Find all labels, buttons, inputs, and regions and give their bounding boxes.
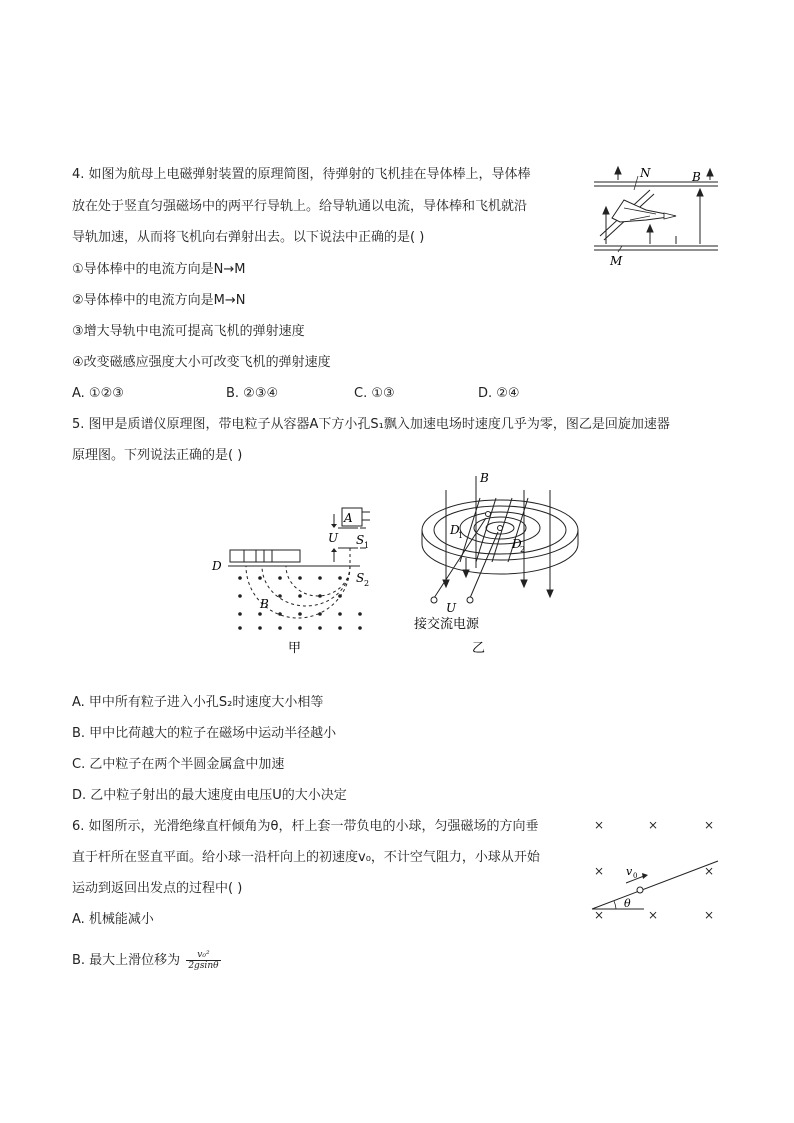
q4-label-m: M bbox=[610, 254, 623, 268]
q6-option-a[interactable]: A. 机械能减小 bbox=[72, 912, 154, 927]
q6-stem-line3: 运动到返回出发点的过程中( ) bbox=[72, 881, 243, 896]
svg-text:×: × bbox=[594, 864, 605, 878]
svg-text:×: × bbox=[704, 818, 715, 832]
q4-statement-1: ①导体棒中的电流方向是N→M bbox=[72, 262, 246, 277]
q6-stem-line1: 6. 如图所示，光滑绝缘直杆倾角为θ，杆上套一带负电的小球，匀强磁场的方向垂 bbox=[72, 819, 539, 834]
q5-option-a[interactable]: A. 甲中所有粒子进入小孔S₂时速度大小相等 bbox=[72, 695, 324, 710]
svg-text:×: × bbox=[704, 908, 715, 922]
q6-option-b-fraction bbox=[186, 950, 220, 971]
q6-fraction-denominator: 2gsinθ bbox=[188, 961, 219, 971]
q4-option-d[interactable]: D. ②④ bbox=[478, 386, 520, 401]
q4-statement-3: ③增大导轨中电流可提高飞机的弹射速度 bbox=[72, 324, 305, 339]
q6-stem-line2: 直于杆所在竖直平面。给小球一沿杆向上的初速度v₀，不计空气阻力，小球从开始 bbox=[72, 850, 540, 865]
q5b-label-d2-sub: 2 bbox=[520, 545, 526, 554]
q4-option-c[interactable]: C. ①③ bbox=[354, 386, 395, 401]
q5a-caption: 甲 bbox=[288, 641, 302, 656]
q5-option-b[interactable]: B. 甲中比荷越大的粒子在磁场中运动半径越小 bbox=[72, 726, 337, 741]
q5b-label-d1: D bbox=[450, 523, 460, 537]
q6-option-b[interactable] bbox=[72, 950, 221, 971]
q5a-label-s1-sub: 1 bbox=[364, 541, 370, 550]
q4-option-a[interactable]: A. ①②③ bbox=[72, 386, 124, 401]
svg-text:×: × bbox=[648, 908, 659, 922]
q5-option-c[interactable]: C. 乙中粒子在两个半圆金属盒中加速 bbox=[72, 757, 285, 772]
q6-label-theta: θ bbox=[624, 897, 631, 910]
q5a-label-b: B bbox=[260, 597, 269, 611]
q4-statement-2: ②导体棒中的电流方向是M→N bbox=[72, 293, 246, 308]
svg-text:×: × bbox=[594, 818, 605, 832]
q6-fraction-numerator: v₀² bbox=[186, 950, 220, 961]
q6-option-b-text: B. 最大上滑位移为 bbox=[72, 953, 181, 968]
q4-figure-railgun bbox=[590, 162, 730, 272]
q5-figure-mass-spectrometer bbox=[210, 500, 380, 670]
svg-text:×: × bbox=[704, 864, 715, 878]
q4-option-b[interactable]: B. ②③④ bbox=[226, 386, 279, 401]
q5a-label-d: D bbox=[212, 559, 222, 573]
q4-stem-line1: 4. 如图为航母上电磁弹射装置的原理简图，待弹射的飞机挂在导体棒上，导体棒 bbox=[72, 167, 531, 182]
q5-figure-cyclotron bbox=[400, 468, 590, 658]
q5b-label-source: 接交流电源 bbox=[414, 617, 480, 632]
q5-stem-line1: 5. 图甲是质谱仪原理图，带电粒子从容器A下方小孔S₁飘入加速电场时速度几乎为零，图乙是回旋加速器 bbox=[72, 417, 670, 432]
q6-figure-inclined-rod bbox=[588, 815, 728, 925]
q5b-label-d1-sub: 1 bbox=[458, 531, 464, 540]
q6-label-v0-sub: 0 bbox=[633, 872, 638, 880]
q4-statement-4: ④改变磁感应强度大小可改变飞机的弹射速度 bbox=[72, 355, 331, 370]
q4-label-b: B bbox=[692, 170, 701, 184]
q5a-label-s2: S bbox=[356, 571, 365, 585]
q5b-caption: 乙 bbox=[472, 641, 486, 656]
q4-label-n: N bbox=[640, 166, 651, 180]
q5a-label-s2-sub: 2 bbox=[364, 579, 370, 588]
svg-text:×: × bbox=[594, 908, 605, 922]
q5-option-d[interactable]: D. 乙中粒子射出的最大速度由电压U的大小决定 bbox=[72, 788, 347, 803]
q5b-label-u: U bbox=[446, 601, 457, 615]
q5-stem-line2: 原理图。下列说法正确的是( ) bbox=[72, 448, 243, 463]
q6-label-v0: v bbox=[626, 865, 633, 878]
svg-text:×: × bbox=[648, 818, 659, 832]
q5a-label-s1: S bbox=[356, 533, 365, 547]
q5a-label-u: U bbox=[328, 531, 339, 545]
q4-stem-line3: 导轨加速，从而将飞机向右弹射出去。以下说法中正确的是( ) bbox=[72, 230, 425, 245]
q4-stem-line2: 放在处于竖直匀强磁场中的两平行导轨上。给导轨通以电流，导体棒和飞机就沿 bbox=[72, 199, 528, 214]
q5b-label-d2: D bbox=[512, 537, 522, 551]
q5a-label-a: A bbox=[344, 511, 353, 525]
q5b-label-b: B bbox=[480, 471, 489, 485]
